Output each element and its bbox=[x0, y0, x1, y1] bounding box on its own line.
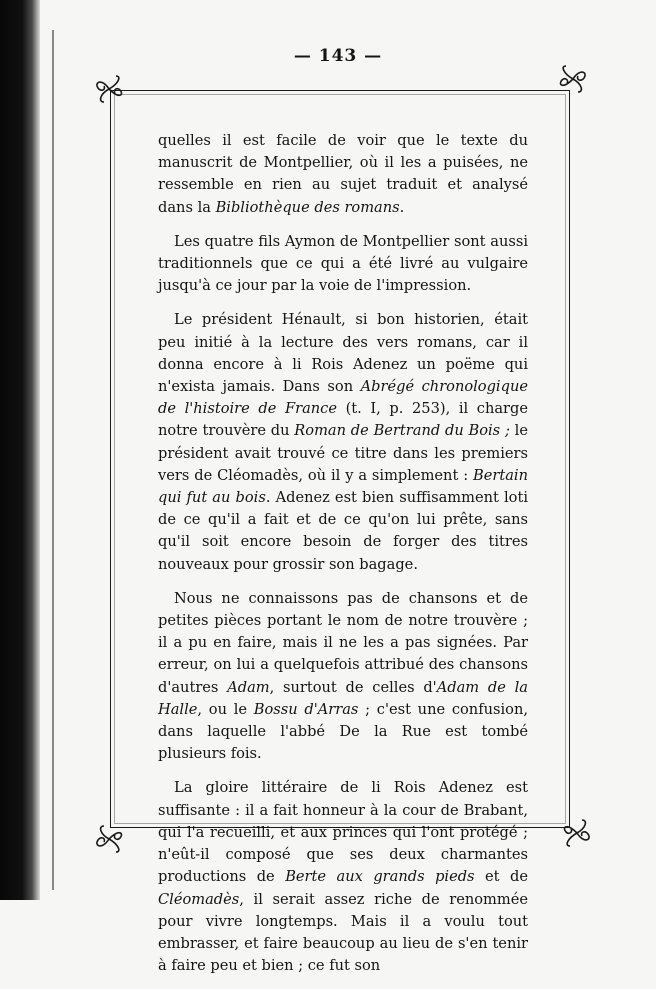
text-run: ; c'est une confusion, dans laquelle l'abbé De la Rue est tombé plusieurs fois. bbox=[158, 700, 528, 763]
text-run: , surtout de celles d' bbox=[269, 678, 437, 696]
book-spine-shadow bbox=[0, 0, 40, 900]
paragraph-2 bbox=[158, 231, 528, 298]
book-title-italic: Cléomadès bbox=[158, 890, 240, 908]
text-run: le président avait trouvé ce titre dans les premiers vers de Cléomadès, où il y a simplement : bbox=[158, 422, 528, 484]
text-run: La gloire littéraire de li Rois Adenez est suffisante : il a fait honneur à la cour de Brabant, qui l'a recueilli, et aux princes qui l'ont protégé ; n'eût-il composé que ses deux charmantes productions de bbox=[158, 779, 528, 886]
book-title-italic: Berte aux grands pieds bbox=[285, 868, 475, 886]
text-run: . bbox=[399, 198, 405, 216]
paragraph-4 bbox=[158, 588, 528, 766]
name-italic: Bossu d'Arras bbox=[253, 700, 359, 718]
text-run: quelles il est facile de voir que le texte du manuscrit de Montpellier, où il les a puisées, ne ressemble en rien au sujet traduit et analysé dans la bbox=[158, 132, 528, 216]
paragraph-3 bbox=[158, 309, 528, 575]
name-italic: Adam de la Halle bbox=[158, 678, 529, 718]
book-title-italic: Roman de Bertrand du Bois ; bbox=[294, 422, 510, 440]
flourish-icon bbox=[92, 822, 126, 856]
text-run: et de bbox=[474, 868, 529, 886]
text-run: Les quatre fils Aymon de Montpellier sont aussi traditionnels que ce qui a été livré au vulgaire jusqu'à ce jour par la voie de l'impression. bbox=[158, 232, 528, 295]
book-title-italic: Abrégé chronologique de l'histoire de France bbox=[158, 378, 528, 418]
quotation-italic: Bertain qui fut au bois bbox=[158, 466, 528, 507]
flourish-icon bbox=[556, 62, 590, 96]
text-run: , il serait assez riche de renommée pour vivre longtemps. Mais il a voulu tout embrasser, et faire beaucoup au lieu de s'en tenir à faire peu et bien ; ce fut son bbox=[158, 890, 528, 975]
paragraph-1 bbox=[158, 130, 528, 219]
name-italic: Adam bbox=[227, 678, 270, 696]
text-run: , ou le bbox=[197, 700, 254, 718]
text-run: . Adenez est bien suffisamment loti de ce qu'il a fait et de ce qu'on lui prête, sans qu'il soit encore besoin de forger des titres nouveaux pour grossir son bagage. bbox=[158, 489, 528, 573]
text-run: Nous ne connaissons pas de chansons et de petites pièces portant le nom de notre trouvère ; il a pu en faire, mais il ne les a pas signées. Par erreur, on lui a quelquefois attribué des chansons d'autres bbox=[158, 589, 528, 696]
book-title-italic: Bibliothèque des romans bbox=[215, 198, 400, 216]
body-text bbox=[158, 130, 528, 989]
flourish-icon bbox=[560, 816, 594, 850]
flourish-icon bbox=[92, 72, 126, 106]
page-number: — 143 — bbox=[293, 46, 383, 66]
paragraph-5 bbox=[158, 777, 528, 977]
gutter-line bbox=[52, 30, 54, 890]
text-run: Le président Hénault, si bon historien, était peu initié à la lecture des vers romans, car il donna encore à li Rois Adenez un poëme qui n'exista jamais. Dans son bbox=[158, 311, 528, 396]
text-run: (t. I, p. 253), il charge notre trouvère du bbox=[158, 400, 528, 440]
